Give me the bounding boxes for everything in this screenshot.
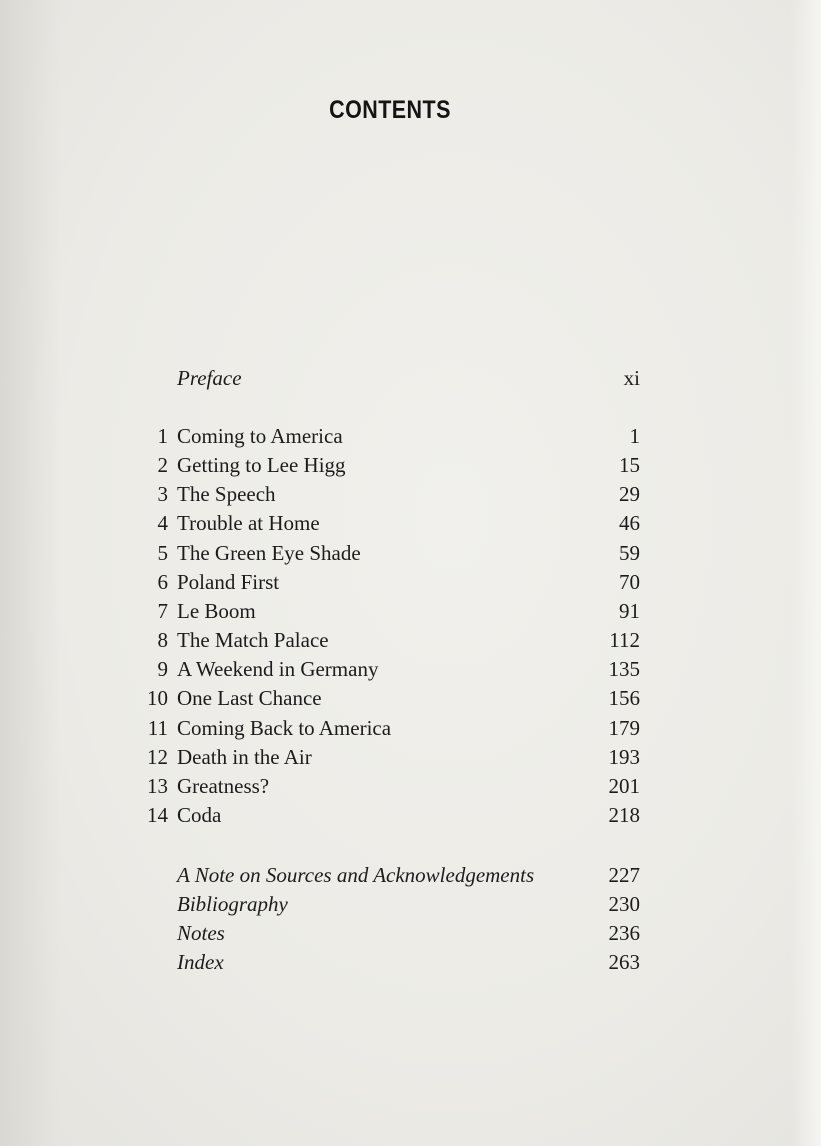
chapter-title: The Green Eye Shade xyxy=(177,541,361,565)
toc-chapter-11 xyxy=(120,714,640,743)
chapter-title: Coming Back to America xyxy=(177,716,392,740)
entry-page: 263 xyxy=(608,950,640,974)
entry-title: A Note on Sources and Acknowledgements xyxy=(177,863,535,887)
page-title: CONTENTS xyxy=(329,96,451,124)
page-gutter-shadow xyxy=(0,0,60,1146)
toc-chapter-2 xyxy=(120,451,640,480)
toc-chapter-12 xyxy=(120,743,640,772)
chapter-page: 112 xyxy=(609,628,640,652)
toc-chapter-13 xyxy=(120,772,640,801)
toc-chapter-5 xyxy=(120,539,640,568)
chapter-title: Trouble at Home xyxy=(177,511,320,535)
chapter-page: 59 xyxy=(619,541,640,565)
chapter-number: 11 xyxy=(147,716,168,740)
entry-page: 230 xyxy=(608,892,640,916)
chapter-number: 4 xyxy=(157,511,168,535)
toc-chapter-4 xyxy=(120,509,640,538)
chapter-page: 70 xyxy=(619,570,640,594)
toc-entry-preface xyxy=(120,364,640,393)
chapter-page: 193 xyxy=(608,745,640,769)
chapter-title: Poland First xyxy=(177,570,280,594)
toc-chapter-10 xyxy=(120,684,640,713)
entry-page: 227 xyxy=(608,863,640,887)
chapter-number: 10 xyxy=(147,686,168,710)
entry-title: Preface xyxy=(177,366,242,390)
toc-entry-sources-acknowledgements xyxy=(120,861,640,890)
toc-chapter-6 xyxy=(120,568,640,597)
chapter-number: 13 xyxy=(147,774,168,798)
chapter-number: 7 xyxy=(157,599,168,623)
toc-chapter-1 xyxy=(120,422,640,451)
chapter-number: 9 xyxy=(157,657,168,681)
chapter-page: 46 xyxy=(619,511,640,535)
chapter-title: Getting to Lee Higg xyxy=(177,453,346,477)
chapter-number: 5 xyxy=(157,541,168,565)
entry-page: xi xyxy=(623,366,640,390)
chapter-number: 14 xyxy=(147,803,168,827)
chapter-number: 6 xyxy=(157,570,168,594)
chapter-title: Coda xyxy=(177,803,222,827)
entry-title: Bibliography xyxy=(177,892,288,916)
page-edge-highlight xyxy=(791,0,821,1146)
toc-chapter-3 xyxy=(120,480,640,509)
chapter-page: 201 xyxy=(608,774,640,798)
toc-chapter-9 xyxy=(120,655,640,684)
chapter-title: Coming to America xyxy=(177,424,343,448)
entry-title: Notes xyxy=(177,921,225,945)
chapter-title: A Weekend in Germany xyxy=(177,657,379,681)
toc-entry-index xyxy=(120,948,640,977)
chapter-number: 3 xyxy=(157,482,168,506)
entry-title: Index xyxy=(177,950,224,974)
chapter-number: 8 xyxy=(157,628,168,652)
chapter-page: 135 xyxy=(608,657,640,681)
chapter-title: The Match Palace xyxy=(177,628,329,652)
toc-entry-bibliography xyxy=(120,890,640,919)
chapter-page: 15 xyxy=(619,453,640,477)
chapter-page: 29 xyxy=(619,482,640,506)
chapter-title: Greatness? xyxy=(177,774,270,798)
toc-entry-notes xyxy=(120,919,640,948)
toc-chapter-7 xyxy=(120,597,640,626)
toc-chapter-8 xyxy=(120,626,640,655)
chapter-title: One Last Chance xyxy=(177,686,322,710)
chapter-page: 1 xyxy=(629,424,640,448)
toc-chapter-14 xyxy=(120,801,640,830)
chapter-number: 1 xyxy=(157,424,168,448)
chapter-number: 2 xyxy=(157,453,168,477)
chapter-page: 179 xyxy=(608,716,640,740)
chapter-page: 218 xyxy=(608,803,640,827)
chapter-title: Death in the Air xyxy=(177,745,312,769)
chapter-title: Le Boom xyxy=(177,599,256,623)
chapter-title: The Speech xyxy=(177,482,276,506)
chapter-page: 91 xyxy=(619,599,640,623)
entry-page: 236 xyxy=(608,921,640,945)
chapter-number: 12 xyxy=(147,745,168,769)
chapter-page: 156 xyxy=(608,686,640,710)
